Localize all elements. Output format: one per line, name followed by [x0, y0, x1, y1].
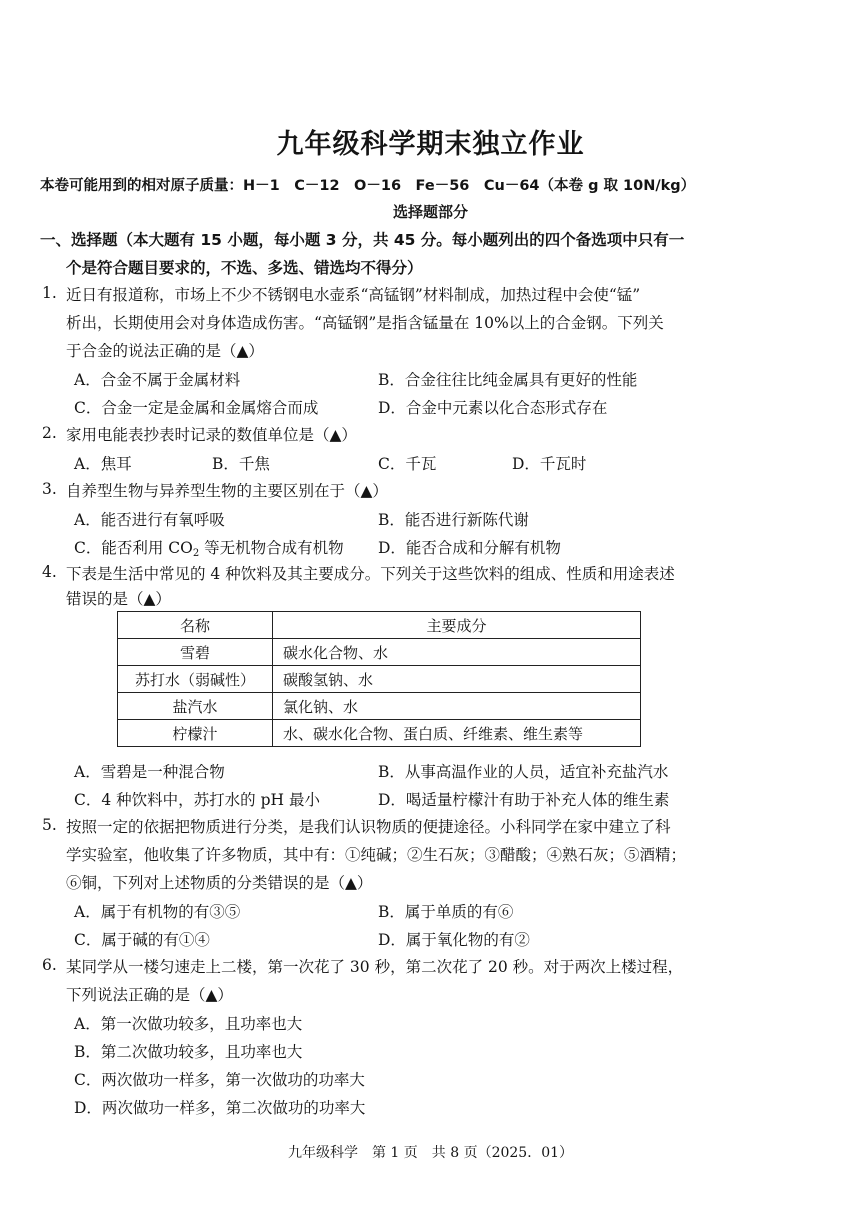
q1-option-d: D．合金中元素以化合态形式存在: [378, 399, 608, 417]
q3-option-c-post: 等无机物合成有机物: [199, 539, 344, 557]
q5-option-c: C．属于碱的有①④: [74, 931, 210, 949]
table-header-ingredients: 主要成分: [273, 612, 641, 639]
beverage-table: [117, 611, 641, 747]
q3-option-b: B．能否进行新陈代谢: [378, 511, 529, 529]
q4-line-2: 错误的是（▲）: [66, 590, 171, 608]
table-row: [118, 693, 641, 720]
q1-option-a: A．合金不属于金属材料: [74, 371, 241, 389]
q5-number: 5.: [42, 816, 57, 834]
q6-option-b: B．第二次做功较多，且功率也大: [74, 1043, 303, 1061]
q6-line-1: 某同学从一楼匀速走上二楼，第一次花了 30 秒，第二次花了 20 秒。对于两次上楼过程，: [66, 958, 684, 976]
q3-option-c-pre: C．能否利用 CO: [74, 539, 193, 557]
q3-option-c: [74, 536, 344, 558]
table-cell-ingredients: 碳水化合物、水: [273, 639, 641, 666]
q5-option-d: D．属于氧化物的有②: [378, 931, 530, 949]
table-cell-name: 柠檬汁: [118, 720, 273, 747]
page-title: 九年级科学期末独立作业: [276, 129, 585, 160]
table-row: [118, 666, 641, 693]
table-row: [118, 720, 641, 747]
table-cell-ingredients: 碳酸氢钠、水: [273, 666, 641, 693]
table-cell-name: 雪碧: [118, 639, 273, 666]
q5-option-a: A．属于有机物的有③⑤: [74, 903, 241, 921]
q4-option-a: A．雪碧是一种混合物: [74, 763, 225, 781]
table-header-row: [118, 612, 641, 639]
q4-number: 4.: [42, 563, 57, 581]
q3-option-a: A．能否进行有氧呼吸: [74, 511, 225, 529]
q2-number: 2.: [42, 424, 57, 442]
q2-line-1: 家用电能表抄表时记录的数值单位是（▲）: [66, 426, 357, 444]
q6-option-a: A．第一次做功较多，且功率也大: [74, 1015, 303, 1033]
q1-line-2: 析出，长期使用会对身体造成伤害。“高锰钢”是指含锰量在 10%以上的合金钢。下列关: [66, 314, 664, 332]
q1-option-b: B．合金往往比纯金属具有更好的性能: [378, 371, 638, 389]
q1-option-c: C．合金一定是金属和金属熔合而成: [74, 399, 319, 417]
q4-line-1: 下表是生活中常见的 4 种饮料及其主要成分。下列关于这些饮料的组成、性质和用途表述: [66, 565, 675, 583]
table-row: [118, 639, 641, 666]
q5-line-2: 学实验室，他收集了许多物质，其中有：①纯碱；②生石灰；③醋酸；④熟石灰；⑤酒精；: [66, 846, 687, 864]
part-one-heading: [40, 226, 830, 282]
q2-option-a: A．焦耳: [74, 455, 132, 473]
q4-option-b: B．从事高温作业的人员，适宜补充盐汽水: [378, 763, 669, 781]
q5-line-1: 按照一定的依据把物质进行分类，是我们认识物质的便捷途径。小科同学在家中建立了科: [66, 818, 671, 836]
q5-line-3: ⑥铜，下列对上述物质的分类错误的是（▲）: [66, 874, 373, 892]
q4-option-c: C．4 种饮料中，苏打水的 pH 最小: [74, 791, 320, 809]
table-cell-ingredients: 水、碳水化合物、蛋白质、纤维素、维生素等: [273, 720, 641, 747]
q3-option-c-subscript: 2: [192, 548, 200, 559]
q2-option-c: C．千瓦: [378, 455, 437, 473]
q2-option-d: D．千瓦时: [512, 455, 587, 473]
q3-line-1: 自养型生物与异养型生物的主要区别在于（▲）: [66, 482, 388, 500]
atomic-mass-note: 本卷可能用到的相对原子质量：H－1 C－12 O－16 Fe－56 Cu－64（本卷 g 取 10N/kg）: [40, 178, 696, 194]
q6-option-d: D．两次做功一样多，第二次做功的功率大: [74, 1099, 366, 1117]
table-cell-name: 盐汽水: [118, 693, 273, 720]
q2-option-b: B．千焦: [212, 455, 270, 473]
q1-line-3: 于合金的说法正确的是（▲）: [66, 342, 264, 360]
part-one-line-1: 一、选择题（本大题有 15 小题，每小题 3 分，共 45 分。每小题列出的四个备选项中只有一: [40, 231, 685, 249]
q1-number: 1.: [42, 284, 57, 302]
q3-number: 3.: [42, 480, 57, 498]
q5-option-b: B．属于单质的有⑥: [378, 903, 514, 921]
q6-line-2: 下列说法正确的是（▲）: [66, 986, 233, 1004]
q4-option-d: D．喝适量柠檬汁有助于补充人体的维生素: [378, 791, 670, 809]
table-cell-name: 苏打水（弱碱性）: [118, 666, 273, 693]
page-footer: 九年级科学 第 1 页 共 8 页（2025．01）: [287, 1145, 574, 1161]
table-cell-ingredients: 氯化钠、水: [273, 693, 641, 720]
part-one-line-2: 个是符合题目要求的，不选、多选、错选均不得分）: [66, 259, 423, 277]
q6-option-c: C．两次做功一样多，第一次做功的功率大: [74, 1071, 365, 1089]
q1-line-1: 近日有报道称，市场上不少不锈钢电水壶系“高锰钢”材料制成，加热过程中会使“锰”: [66, 286, 641, 304]
q3-option-d: D．能否合成和分解有机物: [378, 539, 561, 557]
q6-number: 6.: [42, 956, 57, 974]
section-label: 选择题部分: [392, 203, 468, 221]
table-header-name: 名称: [118, 612, 273, 639]
